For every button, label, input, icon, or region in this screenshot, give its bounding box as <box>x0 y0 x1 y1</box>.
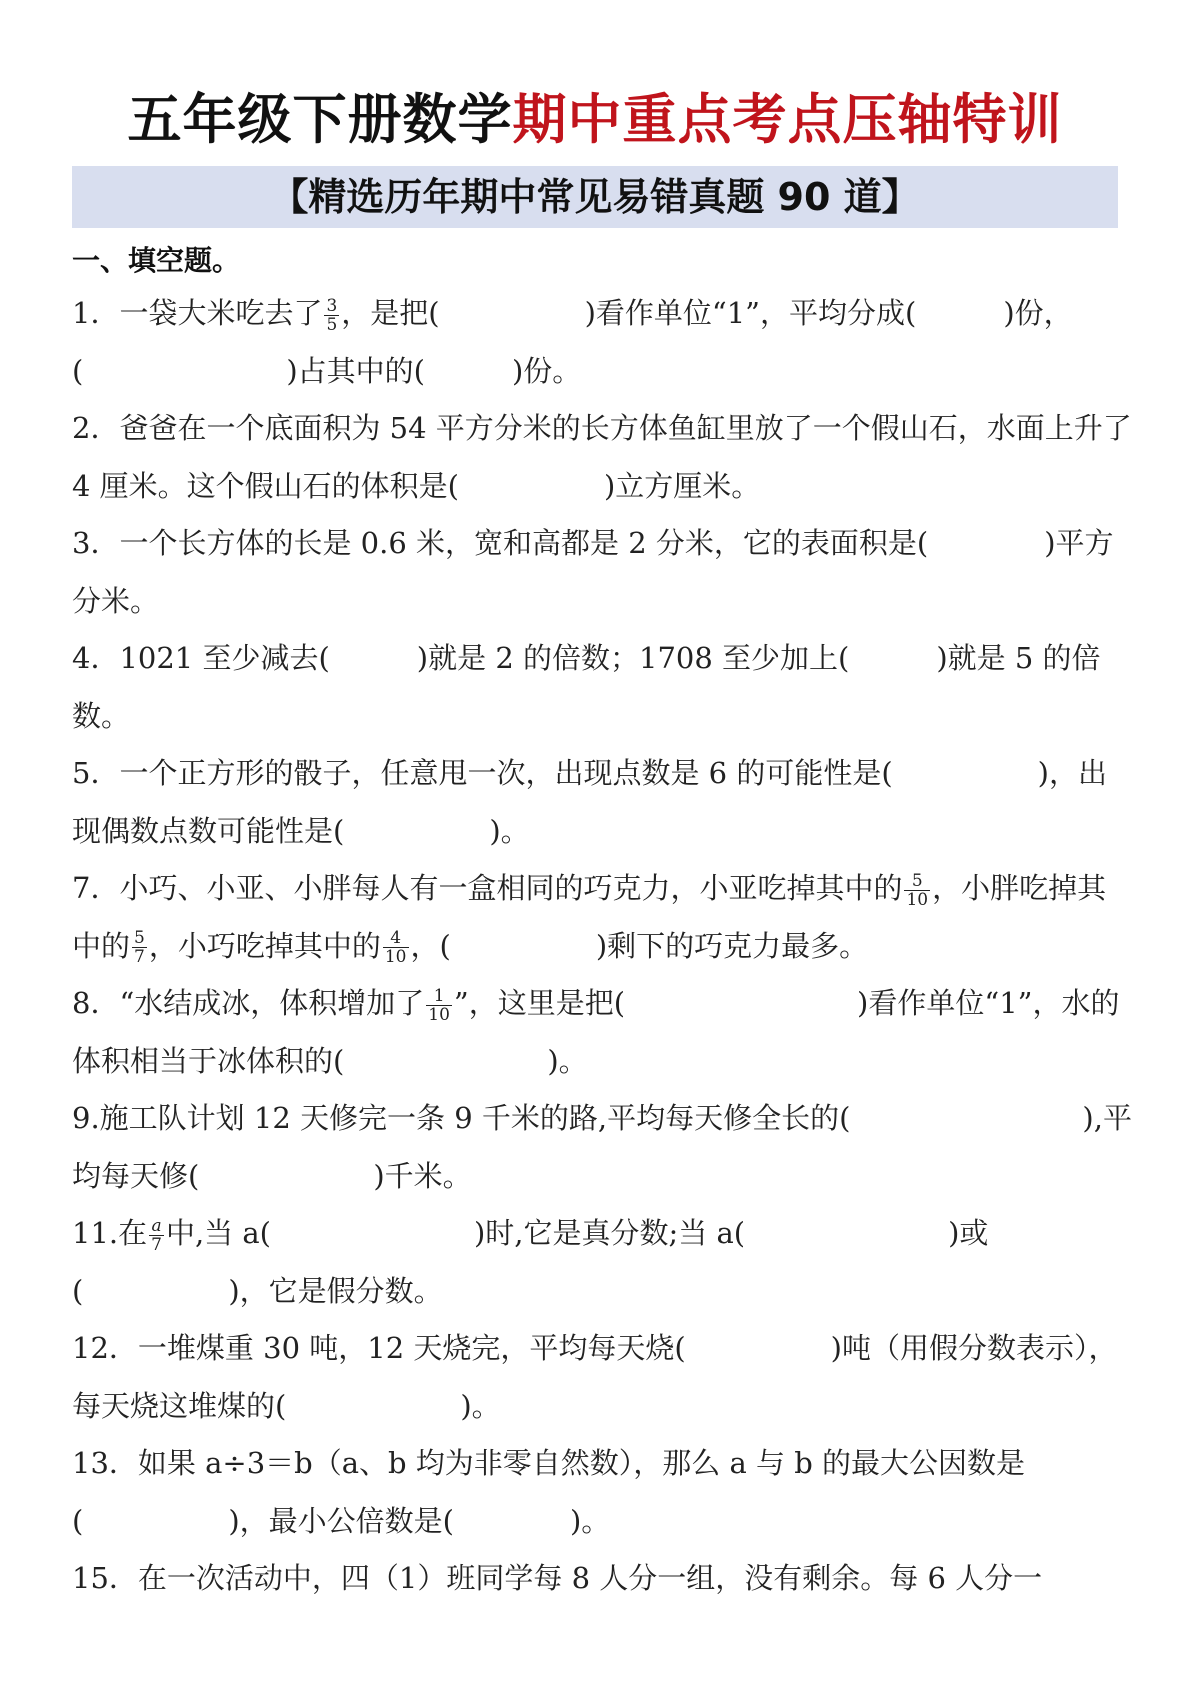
title-part-red: 期中重点考点压轴特训 <box>512 88 1063 151</box>
question-2: 2．爸爸在一个底面积为 54 平方分米的长方体鱼缸里放了一个假山石，水面上升了 4 厘米。这个假山石的体积是( )立方厘米。 <box>72 411 1142 503</box>
fraction: $\frac{1}{10}$ <box>428 985 450 1025</box>
question-12: 12．一堆煤重 30 吨，12 天烧完，平均每天烧( )吨（用假分数表示），每天烧这堆煤的( )。 <box>72 1331 1118 1423</box>
title-part-black: 五年级下册数学 <box>127 88 513 151</box>
question-9: 9.施工队计划 12 天修完一条 9 千米的路,平均每天修全长的( ),平均每天修( )千米。 <box>72 1101 1132 1193</box>
question-13: 13．如果 a÷3＝b（a、b 均为非零自然数），那么 a 与 b 的最大公因数是( )，最小公倍数是( )。 <box>72 1446 1026 1538</box>
question-list <box>72 285 1142 1608</box>
fraction: $\frac{4}{10}$ <box>384 928 407 967</box>
page-title <box>0 80 1190 160</box>
question-1: 1．一袋大米吃去了 $\frac{3}{5}$ ，是把( )看作单位“1”，平均分成( )份，( )占其中的( )份。 <box>72 295 1073 388</box>
question-3: 3．一个长方体的长是 0.6 米，宽和高都是 2 分米，它的表面积是( )平方分米。 <box>72 526 1114 618</box>
fraction: $\frac{3}{5}$ <box>326 295 338 335</box>
question-11: 11.在 $\frac{a}{7}$ 中,当 a( )时,它是真分数;当 a( )或( )，它是假分数。 <box>72 1215 989 1308</box>
section-heading: 一、填空题。 <box>72 244 241 277</box>
subtitle-banner: 【精选历年期中常见易错真题 90 道】 <box>72 166 1118 228</box>
question-7: 7．小巧、小亚、小胖每人有一盒相同的巧克力，小亚吃掉其中的 $\frac{5}{10}$ ，小胖吃掉其中的 $\frac{5}{7}$ ，小巧吃掉其中的 $\frac{4}{10}$ ，( )剩下的巧克力最多。 <box>72 870 1107 967</box>
fraction: $\frac{5}{7}$ <box>134 928 145 967</box>
question-4: 4．1021 至少减去( )就是 2 的倍数；1708 至少加上( )就是 5 的倍数。 <box>72 641 1101 733</box>
fraction: $\frac{5}{10}$ <box>906 870 929 910</box>
question-15: 15．在一次活动中，四（1）班同学每 8 人分一组，没有剩余。每 6 人分一 <box>72 1561 1043 1595</box>
fraction: $\frac{a}{7}$ <box>151 1215 162 1255</box>
question-8: 8．“水结成冰，体积增加了 $\frac{1}{10}$ ”，这里是把( )看作单位“1”，水的体积相当于冰体积的( )。 <box>72 985 1120 1078</box>
question-5: 5．一个正方形的骰子，任意甩一次，出现点数是 6 的可能性是( )，出现偶数点数可能性是( )。 <box>72 756 1107 848</box>
